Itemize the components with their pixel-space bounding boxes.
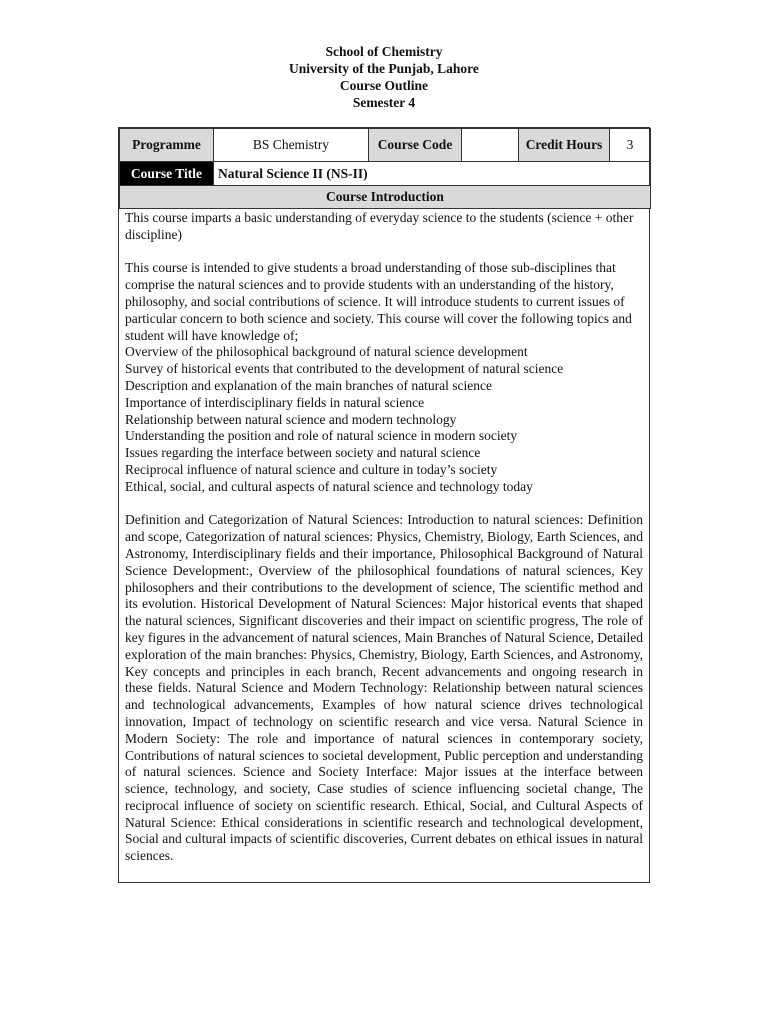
course-content-paragraph: Definition and Categorization of Natural Sciences: Introduction to natural sciences: Definition and scope, Categorization of natural sciences: Physics, Chemistry, Biology, Earth Sciences, and Astronomy, Interdisciplinary fields and their importance, Philosophical Background of Natural Science Development:, Overview of the philosophical foundations of natural sciences, Key philosophers and their contributions to the development of science, The scientific method and its evolution. Historical Development of Natural Sciences: Major historical events that shaped the natural sciences, Significant discoveries and their impact on scientific progress, The role of key figures in the advancement of natural sciences, Main Branches of Natural Science, Detailed exploration of the main branches: Physics, Chemistry, Biology, Earth Sciences, and Astronomy, Key concepts and principles in each branch, Recent advancements and ongoing research in these fields. Natural Science and Modern Technology: Relationship between natural sciences and technological advancements, Examples of how natural science drives technological innovation, Impact of technology on scientific research and vice versa. Natural Science in Modern Society: The role and importance of natural sciences in contemporary society, Contributions of natural sciences to societal development, Public perception and understanding of natural sciences. Science and Society Interface: Major issues at the interface between science, technology, and society, Case studies of science influencing societal change, The reciprocal influence of society on scientific research. Ethical, Social, and Cultural Aspects of Natural Science: Ethical considerations in scientific research and technological development, Social and cultural impacts of scientific discoveries, Current debates on ethical issues in natural sciences.	[125, 512, 643, 864]
topic-item: Issues regarding the interface between society and natural science	[125, 445, 481, 461]
course-code-label: Course Code	[369, 129, 462, 162]
semester-label: Semester 4	[352, 95, 416, 110]
topic-item: Ethical, social, and cultural aspects of natural science and technology today	[125, 478, 533, 494]
document-header	[0, 43, 768, 111]
course-outline-table	[118, 127, 650, 883]
topic-item: Description and explanation of the main branches of natural science	[125, 377, 492, 393]
programme-label: Programme	[120, 129, 214, 162]
credit-hours-value: 3	[610, 129, 651, 162]
topic-item: Overview of the philosophical background of natural science development	[125, 344, 528, 360]
course-code-value	[462, 129, 519, 162]
course-title-value: Natural Science II (NS-II)	[214, 162, 651, 186]
course-title-label: Course Title	[120, 162, 214, 186]
course-introduction-heading: Course Introduction	[120, 186, 651, 209]
programme-value: BS Chemistry	[214, 129, 369, 162]
intro-paragraph-1: This course imparts a basic understanding of everyday science to the students (science + other discipline)	[125, 210, 634, 242]
school-name: School of Chemistry	[325, 44, 443, 59]
course-introduction-body	[119, 209, 649, 865]
credit-hours-label: Credit Hours	[519, 129, 610, 162]
topic-item: Reciprocal influence of natural science and culture in today’s society	[125, 461, 498, 477]
topic-item: Understanding the position and role of natural science in modern society	[125, 428, 518, 444]
university-name: University of the Punjab, Lahore	[289, 61, 479, 76]
intro-paragraph-2: This course is intended to give students a broad understanding of those sub-disciplines that comprise the natural sciences and to provide students with an understanding of the history, philosophy, and social contributions of science. It will introduce students to current issues of particular concern to both science and society. This course will cover the following topics and student will have knowledge of;	[125, 260, 632, 343]
topic-item: Importance of interdisciplinary fields in natural science	[125, 394, 425, 410]
topic-item: Survey of historical events that contributed to the development of natural science	[125, 361, 564, 377]
topic-item: Relationship between natural science and modern technology	[125, 411, 457, 427]
course-meta-table	[119, 128, 651, 209]
document-type: Course Outline	[339, 78, 429, 93]
